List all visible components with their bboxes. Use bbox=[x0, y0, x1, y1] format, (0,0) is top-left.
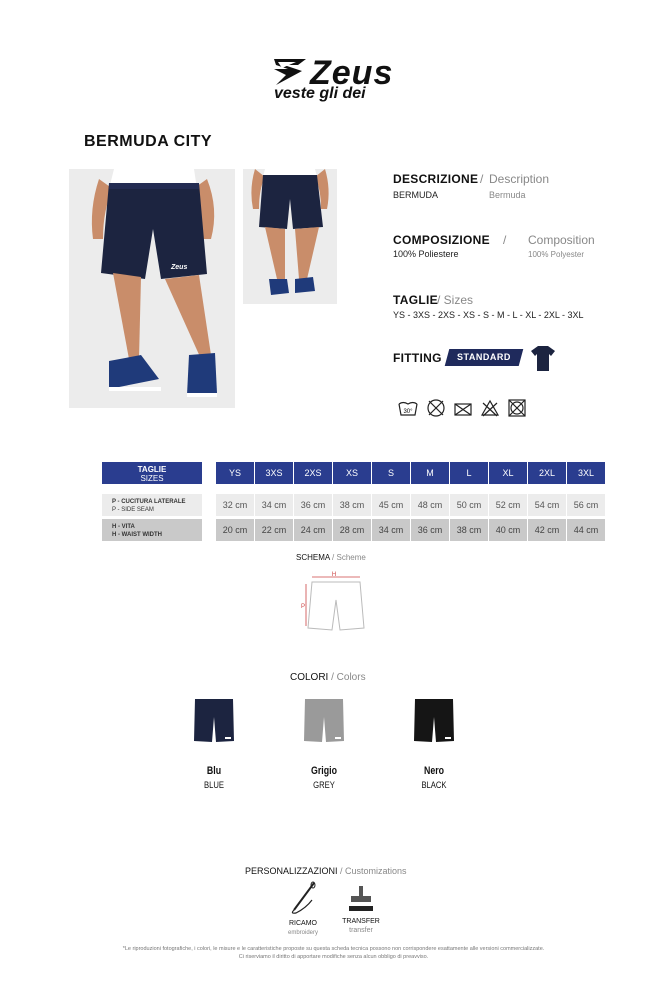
color-name: Nero bbox=[423, 765, 445, 777]
size-header-cell: 2XS bbox=[294, 462, 332, 484]
color-swatch-shorts bbox=[413, 697, 455, 743]
color-swatch-shorts bbox=[303, 697, 345, 743]
size-value-cell: 34 cm bbox=[372, 519, 410, 541]
composition-label: COMPOSIZIONE bbox=[393, 233, 490, 247]
heat-transfer-press-icon bbox=[345, 882, 377, 914]
customizations-label: PERSONALIZZAZIONI / Customizations bbox=[245, 866, 407, 876]
embroidery-needle-icon bbox=[288, 880, 320, 916]
customization-transfer-sublabel: transfer bbox=[349, 927, 373, 934]
customization-embroidery-sublabel: embroidery bbox=[287, 930, 318, 936]
composition-value-en: 100% Polyester bbox=[528, 250, 585, 259]
description-value: BERMUDA bbox=[393, 190, 439, 200]
colors-label: COLORI / Colors bbox=[290, 672, 366, 683]
size-header-cell: M bbox=[411, 462, 449, 484]
size-header-cell: 3XS bbox=[255, 462, 293, 484]
size-value-cell: 48 cm bbox=[411, 494, 449, 516]
fitting-badge: STANDARD bbox=[445, 349, 524, 366]
schema-label: SCHEMA / Scheme bbox=[296, 553, 366, 562]
size-value-cell: 40 cm bbox=[489, 519, 527, 541]
svg-text:30°: 30° bbox=[403, 409, 413, 415]
size-table-header-label: TAGLIE SIZES bbox=[102, 462, 202, 484]
no-iron-icon bbox=[480, 398, 500, 418]
size-header-cell: XS bbox=[333, 462, 371, 484]
size-header-cell: L bbox=[450, 462, 488, 484]
product-photo-front bbox=[69, 169, 235, 408]
brand-logo bbox=[272, 55, 422, 105]
size-value-cell: 38 cm bbox=[450, 519, 488, 541]
size-value-cell: 56 cm bbox=[567, 494, 605, 516]
size-value-cell: 50 cm bbox=[450, 494, 488, 516]
size-header-cell: S bbox=[372, 462, 410, 484]
customization-embroidery-label: RICAMO bbox=[289, 920, 317, 927]
tshirt-fit-icon bbox=[530, 344, 556, 372]
size-value-cell: 45 cm bbox=[372, 494, 410, 516]
description-value-en: Bermuda bbox=[489, 190, 526, 200]
description-label-en: Description bbox=[489, 172, 550, 186]
brand-name: Zeus bbox=[310, 54, 394, 92]
size-value-cell: 54 cm bbox=[528, 494, 566, 516]
size-value-cell: 34 cm bbox=[255, 494, 293, 516]
size-value-cell: 42 cm bbox=[528, 519, 566, 541]
size-value-cell: 36 cm bbox=[411, 519, 449, 541]
no-tumble-dry-icon bbox=[453, 398, 473, 418]
composition-slash: / bbox=[503, 233, 507, 247]
color-name-en: BLACK bbox=[421, 780, 447, 790]
color-name-en: GREY bbox=[313, 780, 335, 790]
size-value-cell: 20 cm bbox=[216, 519, 254, 541]
size-value-cell: 38 cm bbox=[333, 494, 371, 516]
size-table-row-label: P - CUCITURA LATERALE P - SIDE SEAM bbox=[102, 494, 202, 516]
sizes-label: TAGLIE bbox=[393, 293, 438, 307]
size-value-cell: 52 cm bbox=[489, 494, 527, 516]
no-dry-clean-icon bbox=[507, 398, 527, 418]
size-header-cell: XL bbox=[489, 462, 527, 484]
disclaimer: *Le riproduzioni fotografiche, i colori, le misure e le caratteristiche proposte su questa scheda tecnica possono non corrispondere esattamente alle versioni commercializzate. Ci riserviamo il diritto di apportare modifiche senza alcun obbligo di preavviso. bbox=[122, 946, 545, 960]
svg-text:H: H bbox=[331, 572, 337, 578]
size-table-row-label: H - VITA H - WAIST WIDTH bbox=[102, 519, 202, 541]
color-name-en: BLUE bbox=[203, 780, 224, 790]
fitting-label: FITTING bbox=[393, 351, 442, 365]
color-swatch-shorts bbox=[193, 697, 235, 743]
size-value-cell: 44 cm bbox=[567, 519, 605, 541]
color-name: Grigio bbox=[311, 765, 337, 777]
composition-value: 100% Poliestere bbox=[393, 249, 459, 259]
size-value-cell: 32 cm bbox=[216, 494, 254, 516]
product-title: BERMUDA CITY bbox=[84, 133, 213, 150]
size-value-cell: 36 cm bbox=[294, 494, 332, 516]
size-value-cell: 28 cm bbox=[333, 519, 371, 541]
brand-tagline: veste gli dei bbox=[274, 85, 366, 102]
description-slash: / bbox=[480, 172, 484, 186]
description-label: DESCRIZIONE bbox=[393, 172, 479, 186]
size-value-cell: 24 cm bbox=[294, 519, 332, 541]
lightning-bolt-icon bbox=[272, 57, 308, 87]
composition-label-en: Composition bbox=[528, 233, 595, 247]
size-header-cell: YS bbox=[216, 462, 254, 484]
sizes-list: YS - 3XS - 2XS - XS - S - M - L - XL - 2XL - 3XL bbox=[393, 310, 584, 320]
sizes-label-en: / Sizes bbox=[437, 293, 474, 307]
size-header-cell: 3XL bbox=[567, 462, 605, 484]
color-name: Blu bbox=[206, 765, 222, 777]
wash-30-icon bbox=[398, 398, 418, 418]
svg-text:Zeus: Zeus bbox=[171, 264, 188, 271]
size-value-cell: 22 cm bbox=[255, 519, 293, 541]
no-bleach-icon bbox=[426, 398, 446, 418]
svg-text:P: P bbox=[300, 604, 306, 610]
customization-transfer-label: TRANSFER bbox=[342, 918, 380, 925]
shorts-schema-diagram bbox=[300, 570, 370, 634]
size-header-cell: 2XL bbox=[528, 462, 566, 484]
product-photo-back bbox=[243, 169, 337, 304]
